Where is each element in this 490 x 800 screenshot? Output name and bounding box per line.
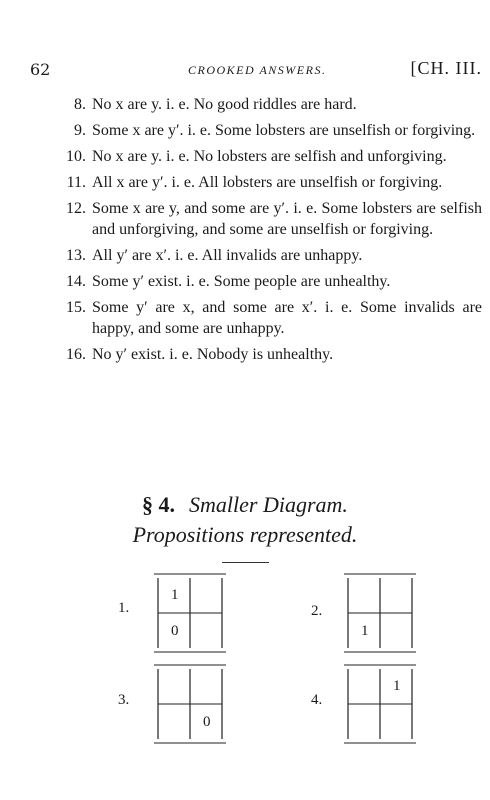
diagram-1 [150,570,230,656]
propositions-list [30,94,482,370]
list-item [30,297,482,339]
list-item [30,120,482,141]
item-number: 12. [66,200,86,217]
page-header [30,56,482,84]
item-number: 13. [66,247,86,264]
item-text: No x are y. i. e. No lobsters are selfish and unforgiving. [92,148,447,165]
list-item [30,344,482,365]
diagram-4-label: 4. [311,692,323,708]
diagram-2 [340,570,420,656]
diagram-3-label: 3. [118,692,130,708]
section-mark: § 4. [142,492,176,517]
item-number: 8. [74,96,86,113]
cell-bottom-left: 0 [171,623,179,639]
cell-bottom-right: 0 [203,714,211,730]
item-text: All y′ are x′. i. e. All invalids are unhappy. [92,247,363,264]
diagram-4 [340,661,420,747]
page-number: 62 [30,60,51,79]
item-number: 15. [66,299,86,316]
item-text: Some y′ are x, and some are x′. i. e. Some invalids are happy, and some are unhappy. [92,299,482,337]
item-number: 10. [66,148,86,165]
item-number: 16. [66,346,86,363]
item-number: 9. [74,122,86,139]
diagram-3 [150,661,230,747]
list-item [30,146,482,167]
item-text: No x are y. i. e. No good riddles are hard. [92,96,357,113]
item-text: No y′ exist. i. e. Nobody is unhealthy. [92,346,334,363]
item-number: 14. [66,273,86,290]
item-number: 11. [66,174,86,191]
cell-bottom-left: 1 [361,623,369,639]
list-item [30,198,482,240]
list-item [30,271,482,292]
chapter-label: [CH. III. [410,58,482,78]
section-subtitle: Propositions represented. [132,522,358,547]
list-item [30,172,482,193]
section-heading [0,490,490,550]
diagram-2-label: 2. [311,603,323,619]
item-text: Some x are y, and some are y′. i. e. Some lobsters are selfish and unforgiving, and some are unselfish or forgiving. [92,200,482,238]
item-text: Some x are y′. i. e. Some lobsters are unselfish or forgiving. [92,122,476,139]
item-text: All x are y′. i. e. All lobsters are unselfish or forgiving. [92,174,443,191]
diagram-1-label: 1. [118,600,130,616]
running-title: CROOKED ANSWERS. [188,63,327,77]
cell-top-left: 1 [171,587,179,603]
item-text: Some y′ exist. i. e. Some people are unhealthy. [92,273,391,290]
section-divider [222,562,269,563]
section-title: Smaller Diagram. [189,492,348,517]
list-item [30,94,482,115]
cell-top-right: 1 [393,678,401,694]
list-item [30,245,482,266]
